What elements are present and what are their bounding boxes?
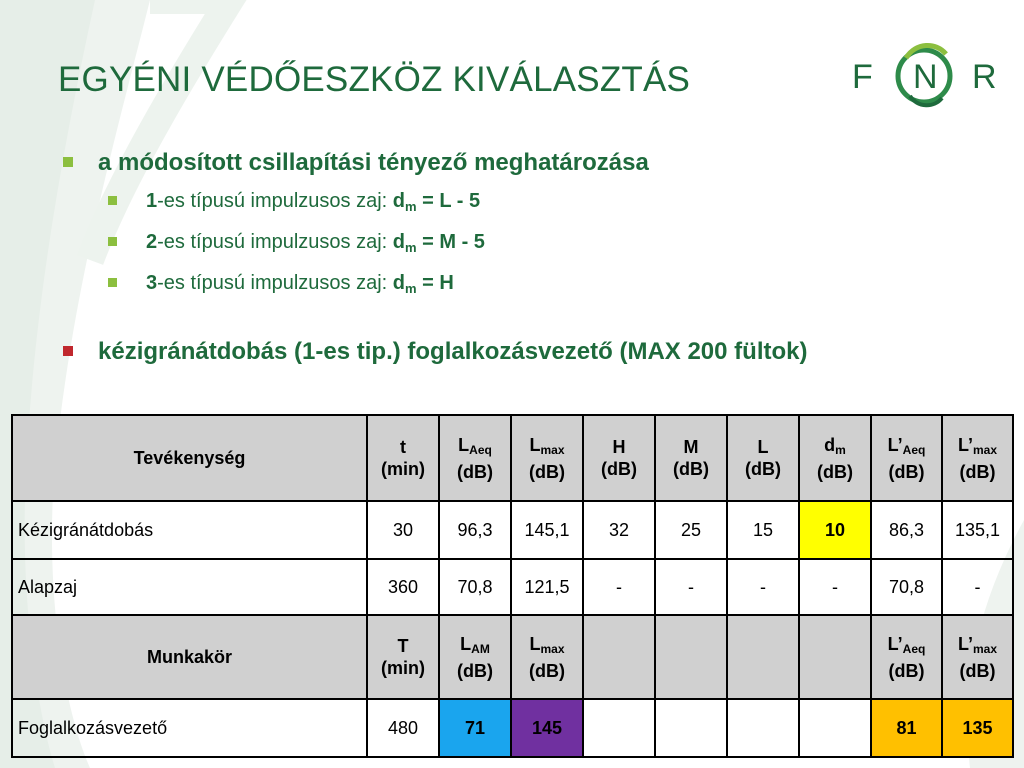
- col-job: Munkakör: [12, 615, 367, 699]
- cell-lpaeq: 70,8: [871, 559, 942, 615]
- formula: = M - 5: [416, 231, 485, 253]
- cell-lpaeq: 86,3: [871, 501, 942, 559]
- cell-l: 15: [727, 501, 799, 559]
- cell-laeq: 70,8: [439, 559, 511, 615]
- empty-cell: [799, 699, 871, 757]
- empty-cell: [655, 699, 727, 757]
- square-bullet-icon: [108, 237, 117, 246]
- sub-bullet-number: 2: [146, 231, 158, 253]
- cell-m: 25: [655, 501, 727, 559]
- col-h: H (dB): [583, 415, 655, 501]
- col-lpmax: $L’_{max}$ (dB): [942, 615, 1013, 699]
- bullet-second: [60, 334, 1010, 370]
- formula-sub: m: [405, 281, 417, 296]
- square-bullet-icon: [108, 196, 117, 205]
- cell-h: -: [583, 559, 655, 615]
- bullet-main-text: a módosított csillapítási tényező meghatározása: [98, 149, 649, 176]
- logo-letter-n: N: [913, 58, 938, 96]
- square-bullet-icon: [108, 278, 117, 287]
- formula: = H: [416, 272, 454, 294]
- cell-t: 360: [367, 559, 439, 615]
- cell-name: Kézigránátdobás: [12, 501, 367, 559]
- cell-l: -: [727, 559, 799, 615]
- empty-cell: [799, 615, 871, 699]
- page-title: EGYÉNI VÉDŐESZKÖZ KIVÁLASZTÁS: [58, 60, 691, 99]
- cell-m: -: [655, 559, 727, 615]
- col-activity: Tevékenység: [12, 415, 367, 501]
- cell-lpmax: -: [942, 559, 1013, 615]
- cell-T: 480: [367, 699, 439, 757]
- col-lpaeq: $L’_{Aeq}$ (dB): [871, 415, 942, 501]
- cell-t: 30: [367, 501, 439, 559]
- logo-letter-r: R: [972, 58, 997, 96]
- cell-lmax: 145,1: [511, 501, 583, 559]
- cell-name: Foglalkozásvezető: [12, 699, 367, 757]
- formula-sub: m: [405, 199, 417, 214]
- cell-lam-highlight: 71: [439, 699, 511, 757]
- col-l: L (dB): [727, 415, 799, 501]
- cell-lpmax: 135,1: [942, 501, 1013, 559]
- bullet-main: [60, 145, 1010, 181]
- cell-lmax: 121,5: [511, 559, 583, 615]
- formula-var: d: [392, 190, 405, 212]
- square-bullet-icon: [63, 157, 73, 167]
- empty-cell: [655, 615, 727, 699]
- cell-dm: -: [799, 559, 871, 615]
- empty-cell: [583, 615, 655, 699]
- noise-table: [11, 414, 1014, 758]
- col-lmax: $L_{max}$ (dB): [511, 415, 583, 501]
- sub-bullet-text: -es típusú impulzusos zaj:: [157, 190, 393, 212]
- sub-bullet-text: -es típusú impulzusos zaj:: [157, 231, 393, 253]
- table-row: [12, 699, 1013, 757]
- table-row: [12, 559, 1013, 615]
- cell-name: Alapzaj: [12, 559, 367, 615]
- table-row: [12, 501, 1013, 559]
- empty-cell: [727, 699, 799, 757]
- cell-lpaeq-highlight: 81: [871, 699, 942, 757]
- col-lpaeq: $L’_{Aeq}$ (dB): [871, 615, 942, 699]
- formula-sub: m: [405, 240, 417, 255]
- sub-bullet-number: 3: [146, 272, 158, 294]
- header-row-job: [12, 615, 1013, 699]
- cell-lpmax-highlight: 135: [942, 699, 1013, 757]
- col-T: T (min): [367, 615, 439, 699]
- sub-bullet-3: [60, 263, 1010, 304]
- cell-h: 32: [583, 501, 655, 559]
- col-t: t (min): [367, 415, 439, 501]
- bullet-second-text: kézigránátdobás (1-es tip.) foglalkozásvezető (MAX 200 fültok): [98, 338, 808, 365]
- square-bullet-icon: [63, 346, 73, 356]
- col-laeq: $L_{Aeq}$ (dB): [439, 415, 511, 501]
- sub-bullet-1: [60, 181, 1010, 222]
- col-m: M (dB): [655, 415, 727, 501]
- formula: = L - 5: [416, 190, 481, 212]
- cell-laeq: 96,3: [439, 501, 511, 559]
- sub-bullet-2: [60, 222, 1010, 263]
- bullet-list: [60, 145, 1010, 370]
- col-lam: $L_{AM}$ (dB): [439, 615, 511, 699]
- col-lpmax: $L’_{max}$ (dB): [942, 415, 1013, 501]
- sub-bullet-text: -es típusú impulzusos zaj:: [157, 272, 393, 294]
- col-lmax: $L_{max}$ (dB): [511, 615, 583, 699]
- cell-dm-highlight: 10: [799, 501, 871, 559]
- fonor-logo: [850, 32, 998, 116]
- logo-letter-f: F: [852, 58, 873, 96]
- empty-cell: [583, 699, 655, 757]
- sub-bullet-number: 1: [146, 190, 158, 212]
- formula-var: d: [392, 231, 405, 253]
- col-dm: $d_m$ (dB): [799, 415, 871, 501]
- formula-var: d: [392, 272, 405, 294]
- empty-cell: [727, 615, 799, 699]
- header-row-activity: [12, 415, 1013, 501]
- cell-lmax-highlight: 145: [511, 699, 583, 757]
